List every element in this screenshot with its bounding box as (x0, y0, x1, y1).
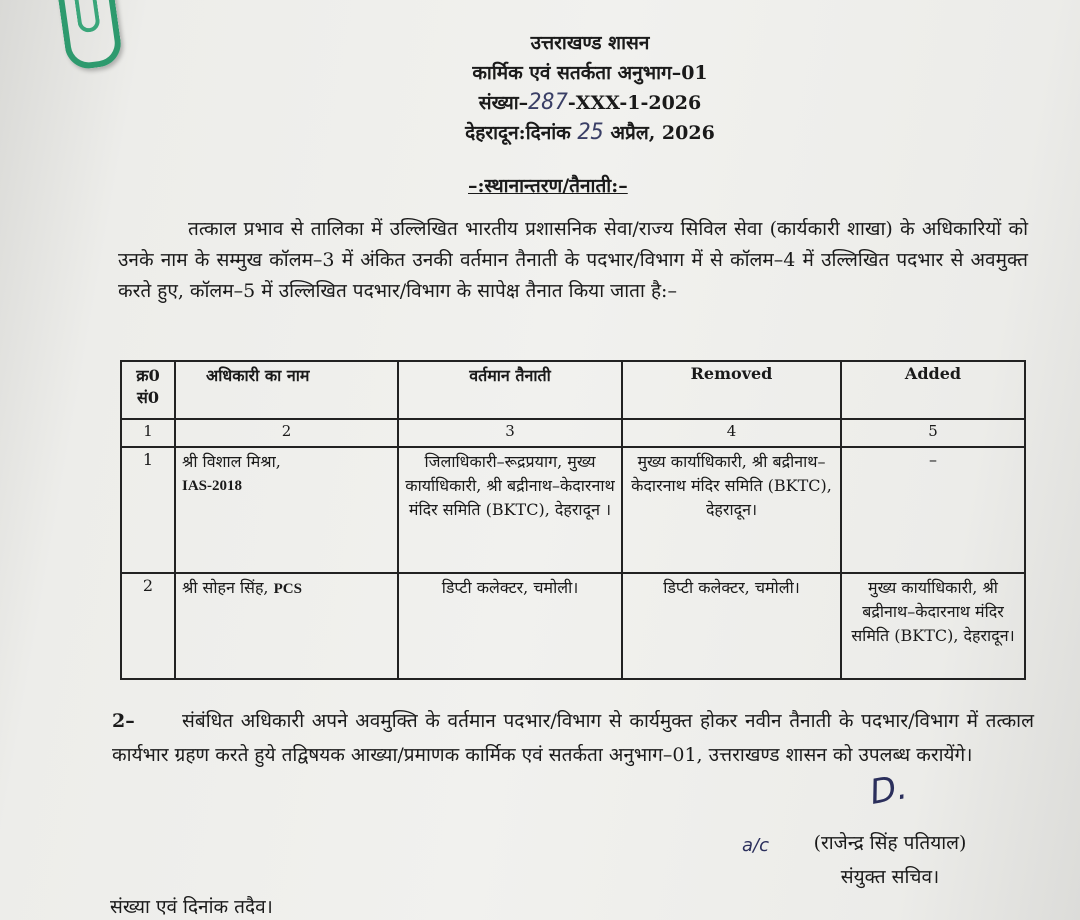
section-name: कार्मिक एवं सतर्कता अनुभाग–01 (472, 62, 708, 84)
officer-name: श्री सोहन सिंह, (182, 578, 269, 597)
serial-cell: 1 (121, 447, 175, 573)
col-number: 5 (841, 419, 1025, 447)
paper-clip-icon (56, 0, 124, 71)
body-paragraph-1: तत्काल प्रभाव से तालिका में उल्लिखित भारतीय प्रशासनिक सेवा/राज्य सिविल सेवा (कार्यकारी शाखा) के अधिकारियों को उनके नाम के सम्मुख कॉलम–3 में अंकित उनकी वर्तमान तैनाती के पदभार/विभाग में से कॉलम–4 में उल्लिखित पदभार से अवमुक्त करते हुए, कॉलम–5 में उल्लिखित पदभार/विभाग के सापेक्ष तैनात किया जाता है:– (118, 218, 1028, 302)
handwritten-number: 287 (528, 90, 568, 115)
order-number: संख्या–287-XXX-1-2026 (478, 90, 702, 115)
signatory-designation: संयुक्त सचिव। (840, 866, 940, 888)
posting-table (120, 360, 1026, 680)
current-posting-cell: डिप्टी कलेक्टर, चमोली। (398, 573, 622, 679)
header-current-posting: वर्तमान तैनाती (398, 361, 622, 419)
header-officer-name: अधिकारी का नाम (175, 361, 398, 419)
col-number: 1 (121, 419, 175, 447)
signatory-name: (राजेन्द्र सिंह पतियाल) (813, 832, 967, 854)
current-posting-cell: जिलाधिकारी–रूद्रप्रयाग, मुख्य कार्याधिकारी, श्री बद्रीनाथ–केदारनाथ मंदिर समिति (BKTC), देहरादून । (398, 447, 622, 573)
table-header-row (121, 361, 1025, 419)
column-number-row (121, 419, 1025, 447)
order-date: देहरादून:दिनांक 25 अप्रैल, 2026 (465, 120, 715, 145)
col-number: 2 (175, 419, 398, 447)
body-paragraph-2 (112, 704, 1034, 772)
officer-name: श्री विशाल मिश्रा, (182, 452, 281, 471)
table-row (121, 573, 1025, 679)
header-serial: क्र0 सं0 (121, 361, 175, 419)
handwritten-date: 25 (577, 120, 604, 145)
officer-service: PCS (273, 581, 302, 597)
paragraph-text: संबंधित अधिकारी अपने अवमुक्ति के वर्तमान पदभार/विभाग से कार्यमुक्त होकर नवीन तैनाती के पदभार/विभाग में तत्काल कार्यभार ग्रहण करते हुये तद्विषयक आख्या/प्रमाणक कार्मिक एवं सतर्कता अनुभाग–01, उत्तराखण्ड शासन को उपलब्ध करायेंगे। (112, 710, 1034, 766)
serial-cell: 2 (121, 573, 175, 679)
paragraph-number: 2– (112, 710, 135, 732)
header-added: Added (841, 361, 1025, 419)
removed-cell: मुख्य कार्याधिकारी, श्री बद्रीनाथ–केदारनाथ मंदिर समिति (BKTC), देहरादून। (622, 447, 841, 573)
added-cell: मुख्य कार्याधिकारी, श्री बद्रीनाथ–केदारनाथ मंदिर समिति (BKTC), देहरादून। (841, 573, 1025, 679)
officer-name-cell (175, 447, 398, 573)
removed-cell: डिप्टी कलेक्टर, चमोली। (622, 573, 841, 679)
footer-reference: संख्या एवं दिनांक तदैव। (110, 896, 273, 918)
govt-name: उत्तराखण्ड शासन (530, 32, 650, 54)
officer-name-cell (175, 573, 398, 679)
col-number: 4 (622, 419, 841, 447)
handwritten-fo-mark: a/c (742, 835, 769, 856)
col-number: 3 (398, 419, 622, 447)
added-cell: – (841, 447, 1025, 573)
letterhead (380, 28, 800, 148)
signatory-block (790, 826, 990, 894)
table-row (121, 447, 1025, 573)
subject-line: –:स्थानान्तरण/तैनाती:– (468, 175, 628, 197)
handwritten-initials: D. (866, 767, 911, 813)
officer-service: IAS-2018 (182, 478, 243, 494)
header-removed: Removed (622, 361, 841, 419)
